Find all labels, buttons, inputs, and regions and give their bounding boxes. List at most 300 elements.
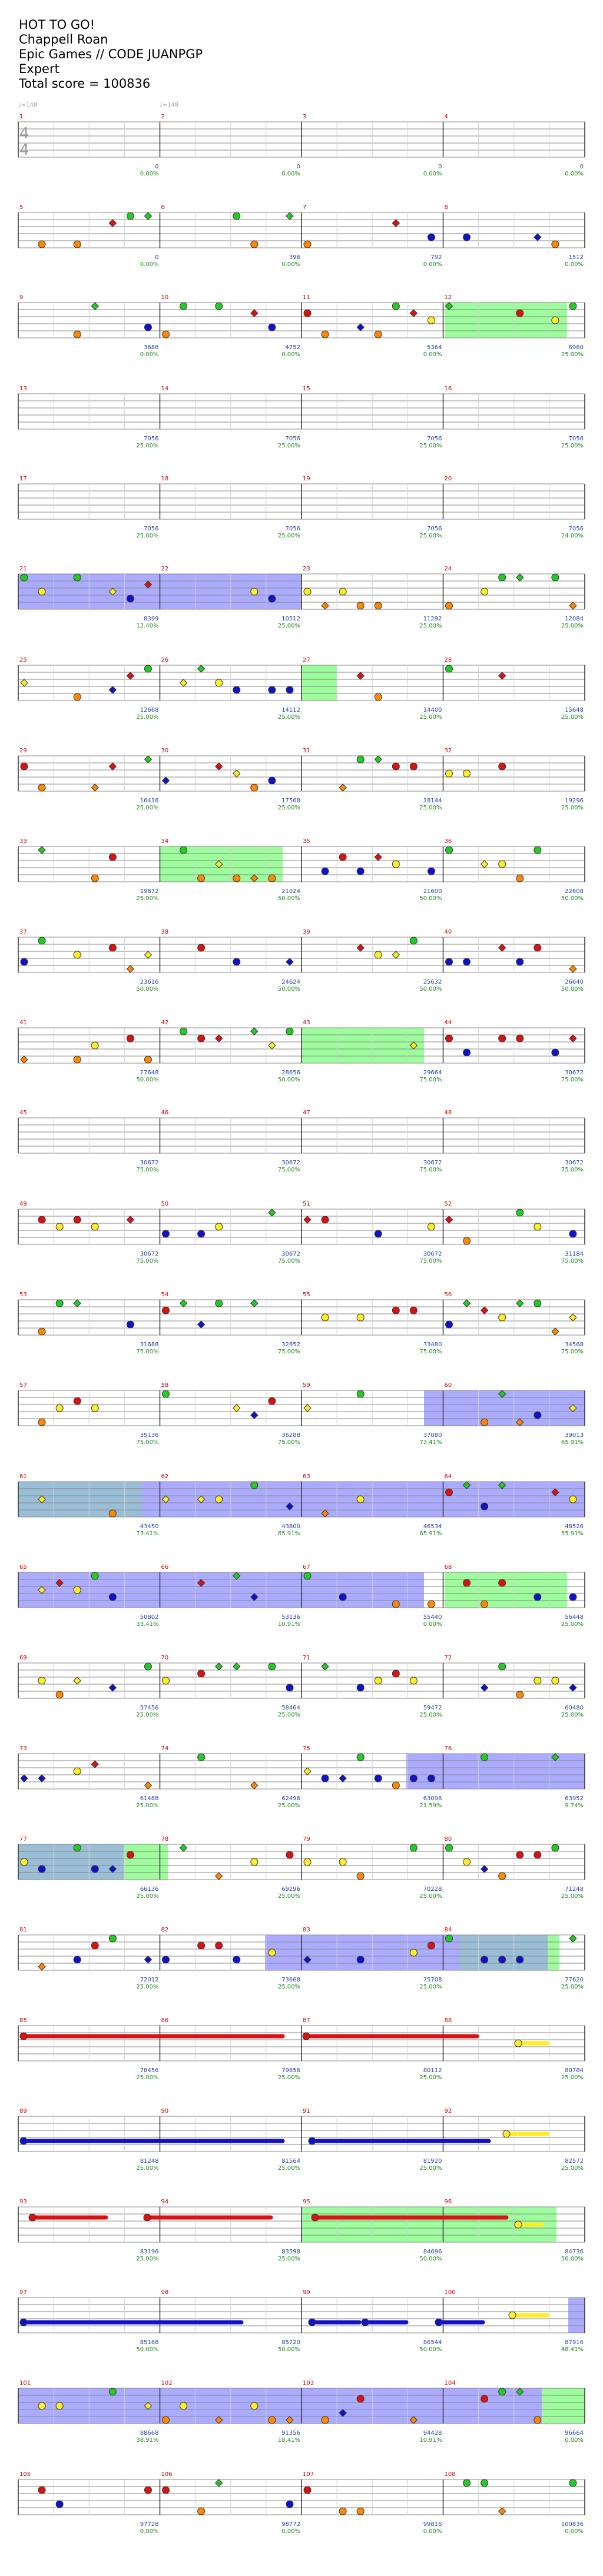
measure-score: 73668 bbox=[281, 1977, 300, 1983]
note-head bbox=[21, 1858, 28, 1865]
measure-number: 45 bbox=[19, 1110, 27, 1116]
measure-multiplier: 25.00% bbox=[561, 2074, 584, 2081]
section-highlight bbox=[406, 1754, 585, 1789]
note-head bbox=[375, 602, 382, 609]
measure-number: 22 bbox=[161, 566, 169, 572]
measure-multiplier: 25.00% bbox=[419, 2165, 442, 2172]
note-head bbox=[216, 1300, 223, 1307]
measure-number: 20 bbox=[444, 476, 452, 482]
hopo-note bbox=[21, 1056, 28, 1063]
note-head bbox=[534, 1677, 541, 1684]
measure-number: 100 bbox=[444, 2289, 456, 2296]
measure-number: 57 bbox=[19, 1382, 27, 1389]
measure-multiplier: 25.00% bbox=[136, 714, 159, 721]
note-head bbox=[74, 951, 81, 958]
note-head bbox=[357, 1754, 364, 1761]
measure-score: 7056 bbox=[144, 436, 159, 442]
measure-multiplier: 50.00% bbox=[277, 2346, 300, 2353]
note-head bbox=[516, 1035, 524, 1042]
hopo-note bbox=[251, 1412, 258, 1419]
note-head bbox=[322, 1775, 329, 1782]
note-head bbox=[309, 2137, 316, 2145]
note-head bbox=[304, 588, 311, 595]
measure-score: 10512 bbox=[281, 616, 300, 622]
hopo-note bbox=[569, 1684, 577, 1691]
note-head bbox=[446, 1035, 453, 1042]
note-head bbox=[198, 875, 205, 882]
measure-score: 58464 bbox=[281, 1705, 300, 1711]
note-head bbox=[144, 1056, 151, 1063]
note-head bbox=[428, 1223, 435, 1230]
note-head bbox=[375, 1677, 382, 1684]
tempo-marker: ♩=148 bbox=[160, 102, 179, 108]
note-head bbox=[410, 937, 417, 944]
measure-multiplier: 21.59% bbox=[419, 1802, 442, 1809]
measure-multiplier: 0.00% bbox=[140, 171, 159, 177]
measure-multiplier: 24.00% bbox=[561, 533, 584, 539]
note-head bbox=[428, 1601, 435, 1608]
measure-score: 50802 bbox=[140, 1614, 159, 1621]
measure-number: 3 bbox=[303, 114, 307, 120]
note-head bbox=[286, 1028, 293, 1035]
hopo-note bbox=[286, 958, 293, 965]
note-head bbox=[481, 1419, 488, 1426]
measure-score: 61488 bbox=[140, 1795, 159, 1802]
measure-multiplier: 0.00% bbox=[281, 351, 300, 358]
measure-multiplier: 10.91% bbox=[419, 2437, 442, 2444]
note-head bbox=[74, 1844, 81, 1851]
note-head bbox=[463, 958, 471, 965]
measure-multiplier: 25.00% bbox=[136, 1712, 159, 1718]
measure-multiplier: 50.00% bbox=[136, 2346, 159, 2353]
hopo-note bbox=[216, 763, 223, 770]
measure-score: 7056 bbox=[427, 526, 442, 532]
measure-multiplier: 25.00% bbox=[136, 805, 159, 811]
note-head bbox=[499, 763, 506, 770]
measure-score: 69296 bbox=[281, 1886, 300, 1893]
note-head bbox=[552, 1677, 559, 1684]
measure-score: 14400 bbox=[423, 707, 442, 713]
measure-score: 75708 bbox=[423, 1977, 442, 1983]
note-head bbox=[233, 1956, 240, 1963]
note-head bbox=[38, 1865, 45, 1873]
measure-multiplier: 25.00% bbox=[277, 714, 300, 721]
hopo-note bbox=[144, 213, 151, 220]
measure-number: 66 bbox=[161, 1564, 169, 1571]
measure-number: 67 bbox=[303, 1564, 310, 1571]
section-highlight bbox=[18, 2388, 542, 2424]
measure-multiplier: 0.00% bbox=[423, 261, 442, 268]
measure-score: 21600 bbox=[423, 888, 442, 895]
measure-multiplier: 0.00% bbox=[281, 171, 300, 177]
note-head bbox=[534, 1851, 541, 1858]
hopo-note bbox=[74, 1677, 81, 1684]
hopo-note bbox=[569, 1935, 577, 1942]
measure-multiplier: 48.41% bbox=[561, 2346, 584, 2353]
measure-score: 86544 bbox=[423, 2339, 442, 2346]
measure-score: 57456 bbox=[140, 1705, 159, 1711]
measure-multiplier: 75.00% bbox=[136, 1258, 159, 1264]
note-head bbox=[198, 1035, 205, 1042]
measure-score: 12668 bbox=[140, 707, 159, 713]
note-head bbox=[446, 1844, 453, 1851]
note-head bbox=[233, 958, 240, 965]
measure-score: 25632 bbox=[423, 979, 442, 985]
note-head bbox=[21, 574, 28, 581]
measure-number: 81 bbox=[19, 1927, 27, 1933]
measure-multiplier: 0.00% bbox=[565, 2437, 584, 2444]
hopo-note bbox=[375, 756, 382, 763]
note-head bbox=[91, 1042, 98, 1049]
note-head bbox=[339, 1594, 346, 1601]
note-head bbox=[375, 951, 382, 958]
note-head bbox=[463, 1858, 471, 1865]
note-head bbox=[392, 1601, 399, 1608]
note-head bbox=[339, 2508, 346, 2515]
measure-score: 91356 bbox=[281, 2430, 300, 2436]
note-head bbox=[144, 665, 151, 672]
note-head bbox=[516, 1209, 524, 1216]
note-head bbox=[56, 2501, 63, 2508]
hopo-note bbox=[552, 1328, 559, 1335]
measure-multiplier: 10.91% bbox=[277, 1621, 300, 1628]
measure-number: 84 bbox=[444, 1927, 452, 1933]
measure-number: 105 bbox=[19, 2471, 31, 2478]
measure-multiplier: 25.00% bbox=[136, 895, 159, 902]
note-head bbox=[357, 1390, 364, 1397]
note-head bbox=[569, 303, 577, 310]
note-head bbox=[286, 1684, 293, 1691]
hopo-note bbox=[180, 679, 187, 686]
measure-multiplier: 33.41% bbox=[136, 1621, 159, 1628]
measure-number: 71 bbox=[303, 1655, 310, 1661]
measure-number: 48 bbox=[444, 1110, 452, 1116]
hopo-note bbox=[91, 1761, 98, 1768]
measure-score: 56448 bbox=[565, 1614, 584, 1621]
measure-score: 7056 bbox=[285, 526, 300, 532]
measure-number: 33 bbox=[19, 838, 27, 845]
measure-number: 77 bbox=[19, 1836, 27, 1843]
hopo-note bbox=[144, 1956, 151, 1963]
measure-number: 99 bbox=[303, 2289, 310, 2296]
measure-multiplier: 25.00% bbox=[419, 443, 442, 449]
hopo-note bbox=[251, 1028, 258, 1035]
measure-multiplier: 18.41% bbox=[277, 2437, 300, 2444]
measure-number: 93 bbox=[19, 2199, 27, 2205]
measure-multiplier: 25.00% bbox=[419, 805, 442, 811]
note-head bbox=[163, 331, 170, 338]
measure-number: 28 bbox=[444, 657, 452, 663]
note-head bbox=[392, 303, 399, 310]
hopo-note bbox=[499, 2508, 506, 2515]
measure-score: 98772 bbox=[281, 2521, 300, 2528]
note-head bbox=[91, 1223, 98, 1230]
measure-number: 43 bbox=[303, 1020, 310, 1026]
measure-score: 43450 bbox=[140, 1523, 159, 1530]
time-signature-top: 4 bbox=[19, 125, 29, 142]
measure-multiplier: 75.00% bbox=[277, 1258, 300, 1264]
hopo-note bbox=[569, 1035, 577, 1042]
measure-score: 63096 bbox=[423, 1795, 442, 1802]
note-head bbox=[357, 1956, 364, 1963]
measure-multiplier: 25.00% bbox=[561, 351, 584, 358]
measure-score: 29664 bbox=[423, 1070, 442, 1076]
measure-score: 84696 bbox=[423, 2249, 442, 2255]
measure-score: 30672 bbox=[281, 1251, 300, 1257]
measure-multiplier: 50.00% bbox=[136, 1077, 159, 1083]
measure-score: 85720 bbox=[281, 2339, 300, 2346]
section-highlight bbox=[265, 1935, 459, 1970]
note-head bbox=[20, 2033, 27, 2040]
note-head bbox=[463, 1049, 471, 1056]
measure-multiplier: 73.41% bbox=[419, 1439, 442, 1446]
note-head bbox=[499, 2388, 506, 2395]
measure-number: 35 bbox=[303, 838, 310, 845]
measure-score: 26640 bbox=[565, 979, 584, 985]
hopo-note bbox=[499, 944, 506, 951]
note-head bbox=[74, 241, 81, 248]
note-head bbox=[499, 1873, 506, 1880]
measure-multiplier: 25.00% bbox=[419, 623, 442, 629]
note-head bbox=[357, 1873, 364, 1880]
measure-score: 80112 bbox=[423, 2067, 442, 2074]
song-artist: Chappell Roan bbox=[19, 32, 108, 47]
note-head bbox=[446, 1489, 453, 1496]
note-head bbox=[180, 1028, 187, 1035]
note-head bbox=[534, 944, 541, 951]
section-highlight bbox=[445, 1572, 567, 1608]
hopo-note bbox=[38, 847, 45, 854]
note-head bbox=[56, 1300, 63, 1307]
measure-score: 94428 bbox=[423, 2430, 442, 2436]
hopo-note bbox=[569, 1314, 577, 1321]
note-head bbox=[109, 1510, 116, 1517]
note-head bbox=[569, 1496, 577, 1503]
note-head bbox=[428, 1775, 435, 1782]
note-head bbox=[163, 2487, 170, 2494]
note-head bbox=[339, 1858, 346, 1865]
measure-multiplier: 75.00% bbox=[136, 1439, 159, 1446]
measure-multiplier: 75.00% bbox=[277, 1349, 300, 1355]
note-head bbox=[20, 2319, 27, 2326]
measure-score: 30672 bbox=[423, 1251, 442, 1257]
measure-number: 14 bbox=[161, 386, 169, 392]
section-highlight bbox=[445, 303, 567, 338]
note-head bbox=[515, 2040, 522, 2047]
measure-score: 71248 bbox=[565, 1886, 584, 1893]
measure-number: 41 bbox=[19, 1020, 27, 1026]
note-head bbox=[216, 1942, 223, 1949]
measure-score: 84736 bbox=[565, 2249, 584, 2255]
measure-score: 79656 bbox=[281, 2067, 300, 2074]
measure-number: 26 bbox=[161, 657, 169, 663]
hopo-note bbox=[198, 1321, 205, 1328]
note-head bbox=[74, 693, 81, 701]
measure-multiplier: 75.00% bbox=[561, 1349, 584, 1355]
note-head bbox=[269, 875, 276, 882]
measure-number: 74 bbox=[161, 1745, 169, 1752]
note-head bbox=[552, 317, 559, 324]
measure-number: 101 bbox=[19, 2380, 31, 2386]
measure-multiplier: 25.00% bbox=[419, 2074, 442, 2081]
measure-multiplier: 25.00% bbox=[277, 443, 300, 449]
hopo-note bbox=[127, 965, 134, 972]
measure-number: 19 bbox=[303, 476, 310, 482]
hopo-note bbox=[446, 1216, 453, 1223]
note-head bbox=[516, 1956, 524, 1963]
measure-multiplier: 25.00% bbox=[561, 1893, 584, 1900]
measure-number: 61 bbox=[19, 1473, 27, 1480]
measure-number: 16 bbox=[444, 386, 452, 392]
section-highlight bbox=[18, 1482, 141, 1517]
measure-score: 0 bbox=[579, 164, 584, 170]
measure-multiplier: 65.91% bbox=[419, 1531, 442, 1537]
note-head bbox=[503, 2130, 510, 2137]
note-head bbox=[269, 324, 276, 331]
measure-number: 85 bbox=[19, 2017, 27, 2024]
measure-multiplier: 25.00% bbox=[136, 533, 159, 539]
hopo-note bbox=[74, 1300, 81, 1307]
measure-multiplier: 25.00% bbox=[419, 714, 442, 721]
note-head bbox=[198, 944, 205, 951]
measure-number: 103 bbox=[303, 2380, 314, 2386]
measure-number: 30 bbox=[161, 748, 169, 754]
measure-number: 49 bbox=[19, 1201, 27, 1207]
hopo-note bbox=[481, 861, 488, 868]
measure-multiplier: 50.00% bbox=[561, 895, 584, 902]
measure-number: 96 bbox=[444, 2199, 452, 2205]
measure-score: 7056 bbox=[144, 526, 159, 532]
note-head bbox=[428, 868, 435, 875]
measure-number: 24 bbox=[444, 566, 452, 572]
measure-score: 78456 bbox=[140, 2067, 159, 2074]
note-head bbox=[38, 1328, 45, 1335]
measure-number: 98 bbox=[161, 2289, 169, 2296]
hopo-note bbox=[499, 672, 506, 679]
measure-score: 66136 bbox=[140, 1886, 159, 1893]
note-head bbox=[428, 1942, 435, 1949]
note-head bbox=[38, 2402, 45, 2409]
hopo-note bbox=[180, 1300, 187, 1307]
note-head bbox=[74, 1397, 81, 1405]
note-head bbox=[516, 958, 524, 965]
measure-score: 0 bbox=[155, 254, 159, 261]
hopo-note bbox=[269, 1209, 276, 1216]
note-head bbox=[163, 1390, 170, 1397]
note-head bbox=[463, 770, 471, 777]
measure-score: 8399 bbox=[144, 616, 159, 622]
note-head bbox=[269, 2416, 276, 2424]
note-head bbox=[198, 2508, 205, 2515]
hopo-note bbox=[216, 1035, 223, 1042]
note-head bbox=[74, 1586, 81, 1594]
measure-score: 81248 bbox=[140, 2158, 159, 2165]
measure-multiplier: 25.00% bbox=[136, 2074, 159, 2081]
hopo-note bbox=[109, 763, 116, 770]
note-head bbox=[569, 2479, 577, 2487]
measure-score: 5364 bbox=[427, 344, 442, 351]
hopo-note bbox=[91, 784, 98, 791]
measure-number: 34 bbox=[161, 838, 169, 845]
note-head bbox=[74, 1216, 81, 1223]
note-head bbox=[392, 763, 399, 770]
note-head bbox=[127, 1035, 134, 1042]
song-difficulty: Expert bbox=[19, 62, 59, 76]
song-charter: Epic Games // CODE JUANPGP bbox=[19, 47, 203, 61]
note-head bbox=[127, 213, 134, 220]
note-head bbox=[304, 1858, 311, 1865]
measure-number: 50 bbox=[161, 1201, 169, 1207]
note-head bbox=[499, 861, 506, 868]
measure-number: 4 bbox=[444, 114, 448, 120]
note-head bbox=[357, 2508, 364, 2515]
measure-number: 97 bbox=[19, 2289, 27, 2296]
note-head bbox=[534, 2416, 541, 2424]
measure-multiplier: 25.00% bbox=[419, 1984, 442, 1990]
measure-score: 6960 bbox=[568, 344, 584, 351]
note-head bbox=[233, 213, 240, 220]
measure-multiplier: 25.00% bbox=[419, 1893, 442, 1900]
hopo-note bbox=[38, 1775, 45, 1782]
hopo-note bbox=[21, 1775, 28, 1782]
measure-multiplier: 0.00% bbox=[281, 2528, 300, 2535]
measure-score: 16416 bbox=[140, 798, 159, 804]
measure-score: 36288 bbox=[281, 1432, 300, 1439]
note-head bbox=[251, 588, 258, 595]
note-head bbox=[180, 847, 187, 854]
hopo-note bbox=[357, 672, 364, 679]
note-head bbox=[198, 1942, 205, 1949]
note-head bbox=[428, 234, 435, 241]
measure-number: 90 bbox=[161, 2108, 169, 2114]
hopo-note bbox=[269, 1042, 276, 1049]
note-head bbox=[516, 875, 524, 882]
measure-score: 82572 bbox=[565, 2158, 584, 2165]
measure-score: 4752 bbox=[285, 344, 300, 351]
hopo-note bbox=[251, 310, 258, 317]
measure-score: 31184 bbox=[565, 1251, 584, 1257]
measure-number: 36 bbox=[444, 838, 452, 845]
note-head bbox=[569, 1230, 577, 1237]
note-head bbox=[91, 1865, 98, 1873]
measure-number: 94 bbox=[161, 2199, 169, 2205]
measure-number: 12 bbox=[444, 294, 452, 301]
note-head bbox=[339, 854, 346, 861]
hopo-note bbox=[21, 679, 28, 686]
measure-score: 96664 bbox=[565, 2430, 584, 2436]
measure-score: 30672 bbox=[423, 1160, 442, 1166]
measure-score: 22608 bbox=[565, 888, 584, 895]
note-head bbox=[91, 875, 98, 882]
measure-score: 34568 bbox=[565, 1342, 584, 1348]
hopo-note bbox=[392, 951, 399, 958]
hopo-note bbox=[322, 1663, 329, 1670]
note-head bbox=[91, 1572, 98, 1579]
note-head bbox=[499, 1314, 506, 1321]
measure-score: 11292 bbox=[423, 616, 442, 622]
note-head bbox=[552, 241, 559, 248]
note-head bbox=[446, 665, 453, 672]
measure-multiplier: 0.00% bbox=[565, 2528, 584, 2535]
note-head bbox=[499, 1663, 506, 1670]
hopo-note bbox=[304, 1216, 311, 1223]
measure-number: 87 bbox=[303, 2017, 310, 2024]
note-head bbox=[499, 574, 506, 581]
note-head bbox=[435, 2319, 442, 2326]
measure-score: 7056 bbox=[568, 436, 584, 442]
measure-multiplier: 25.00% bbox=[561, 805, 584, 811]
measure-multiplier: 50.00% bbox=[419, 2256, 442, 2262]
